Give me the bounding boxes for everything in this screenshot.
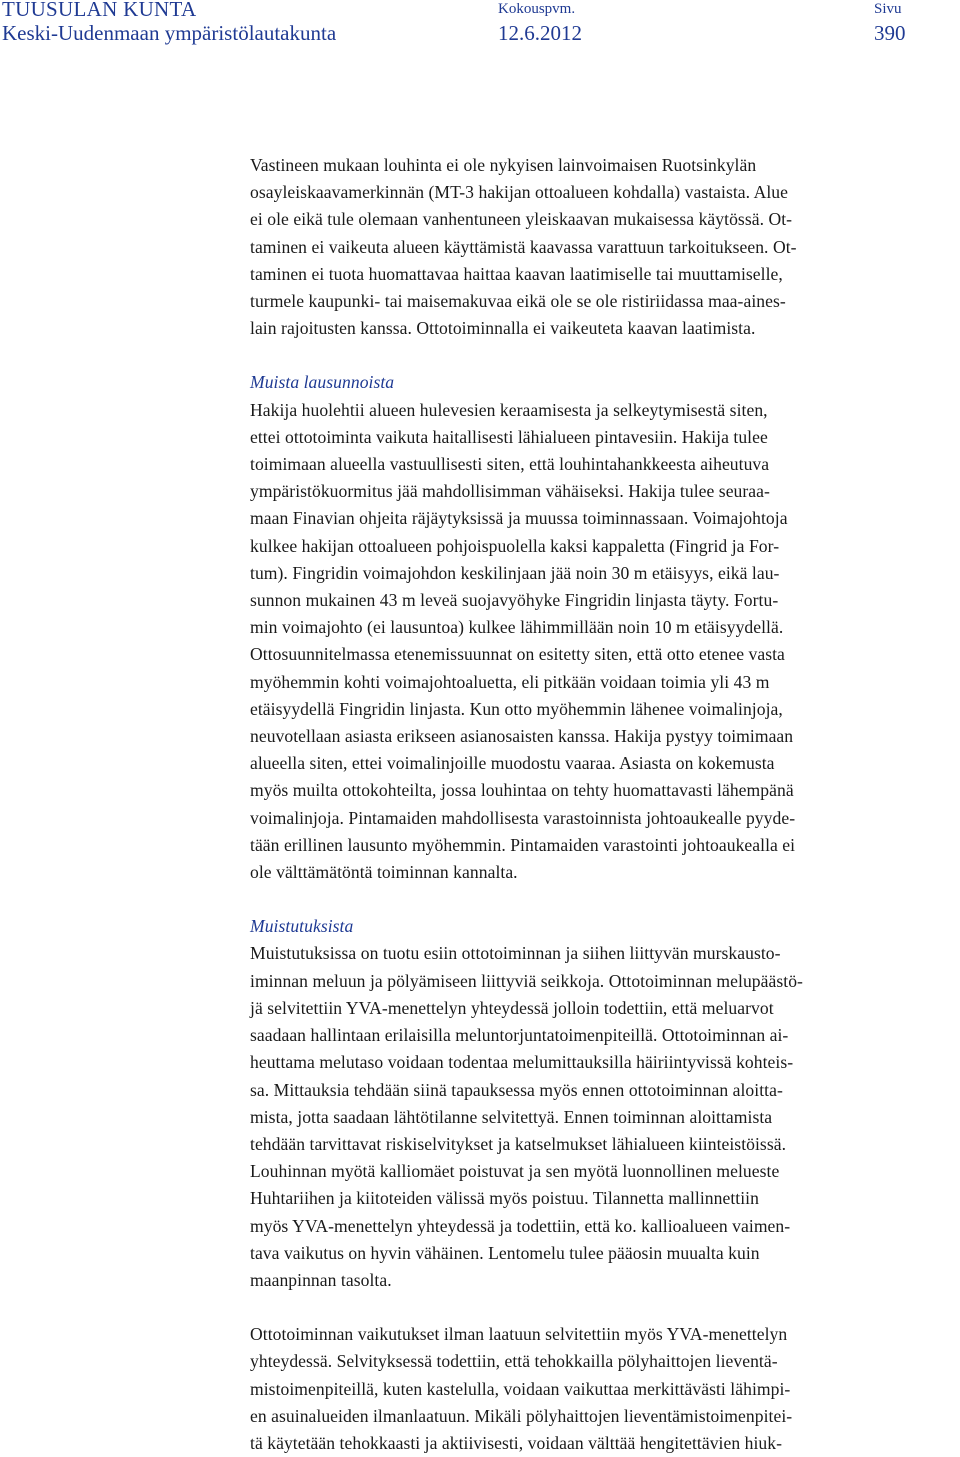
text-line: toimimaan alueella vastuullisesti siten, että louhintahankkeesta aiheutuva [250, 454, 770, 475]
text-line: tava vaikutus on hyvin vähäinen. Lentomelu tulee pääosin muualta kuin [250, 1242, 760, 1263]
text-line: ei ole eikä tule olemaan vanhentuneen yleiskaavan mukaisessa käytössä. Ot- [250, 209, 793, 230]
text-line: Muistutuksissa on tuotu esiin ottotoiminnan ja siihen liittyvän murskausto- [250, 943, 781, 964]
text-line: tum). Fingridin voimajohdon keskilinjaan jää noin 30 m etäisyys, eikä lau- [250, 562, 780, 583]
text-line: Vastineen mukaan louhinta ei ole nykyisen lainvoimaisen Ruotsinkylän [250, 155, 757, 175]
text-line: ympäristökuormitus jää mahdollisimman vähäiseksi. Hakija tulee seuraa- [250, 481, 770, 502]
text-line: tään erillinen lausunto myöhemmin. Pintamaiden varastointi johtoaukealla ei [250, 834, 796, 855]
text-line: Ottosuunnitelmassa etenemissuunnat on esitetty siten, että otto etenee vasta [250, 644, 785, 665]
text-line: maanpinnan tasolta. [250, 1269, 392, 1290]
organization-name: TUUSULAN KUNTA [2, 0, 197, 21]
text-line: lain rajoitusten kanssa. Ottotoiminnalla ei vaikeuteta kaavan laatimista. [250, 318, 756, 339]
body-paragraph [250, 369, 955, 886]
meeting-date-label: Kokouspvm. [498, 1, 576, 17]
text-line: tehdään tarvittavat riskiselvitykset ja katselmukset lähialueen kiinteistöissä. [250, 1133, 787, 1154]
text-line: kulkee hakijan ottoalueen pohjoispuolella kaksi kappaletta (Fingrid ja For- [250, 535, 780, 556]
body-paragraph [250, 913, 955, 1294]
page-number-label: Sivu [874, 1, 902, 17]
text-line: iminnan meluun ja pölyämiseen liittyviä seikkoja. Ottotoiminnan melupäästö- [250, 970, 803, 991]
section-heading: Muistutuksista [250, 916, 354, 937]
text-line: Louhinnan myötä kalliomäet poistuvat ja sen myötä luonnollinen melueste [250, 1161, 780, 1182]
text-line: voimalinjoja. Pintamaiden mahdollisesta varastoinnista johtoaukealle pyyde- [250, 807, 796, 828]
text-line: neuvotellaan asiasta erikseen asianosaisten kanssa. Hakija pystyy toimimaan [250, 726, 794, 747]
text-line: myös muilta ottokohteilta, jossa louhintaa on tehty huomattavasti lähempänä [250, 780, 794, 801]
text-line: turmele kaupunki- tai maisemakuvaa eikä ole se ole ristiriidassa maa-aines- [250, 291, 786, 312]
document-header [0, 0, 960, 50]
text-line: etäisyydellä Fingridin linjasta. Kun otto myöhemmin lähenee voimalinjoja, [250, 698, 783, 719]
body-paragraph [250, 1321, 955, 1457]
document-body [250, 152, 955, 1457]
text-line: tä käytetään tehokkaasti ja aktiivisesti, voidaan välttää hengitettävien hiuk- [250, 1432, 783, 1453]
section-heading: Muista lausunnoista [250, 372, 395, 393]
meeting-date: 12.6.2012 [498, 21, 582, 45]
department-name: Keski-Uudenmaan ympäristölautakunta [2, 21, 337, 45]
text-line: sunnon mukainen 43 m leveä suojavyöhyke Fingridin linjasta täyty. Fortu- [250, 590, 779, 611]
text-line: Ottotoiminnan vaikutukset ilman laatuun selvitettiin myös YVA-menettelyn [250, 1324, 788, 1345]
text-line: mistoimenpiteillä, kuten kastelulla, voidaan vaikuttaa merkittävästi lähimpi- [250, 1378, 791, 1399]
text-line: myös YVA-menettelyn yhteydessä ja todettiin, että ko. kallioalueen vaimen- [250, 1215, 791, 1236]
text-line: en asuinalueiden ilmanlaatuun. Mikäli pölyhaittojen lieventämistoimenpitei- [250, 1405, 793, 1426]
text-line: yhteydessä. Selvityksessä todettiin, että tehokkailla pölyhaittojen lieventä- [250, 1351, 778, 1372]
text-line: sa. Mittauksia tehdään siinä tapauksessa myös ennen ottotoiminnan aloitta- [250, 1079, 783, 1100]
text-line: myöhemmin kohti voimajohtoaluetta, eli pitkään voidaan toimia yli 43 m [250, 671, 770, 692]
text-line: maan Finavian ohjeita räjäytyksissä ja muussa toiminnassaan. Voimajohtoja [250, 508, 788, 529]
text-line: taminen ei tuota huomattavaa haittaa kaavan laatimiselle tai muuttamiselle, [250, 263, 783, 284]
text-line: ole välttämätöntä toiminnan kannalta. [250, 862, 518, 883]
text-line: Huhtariihen ja kiitoteiden välissä myös poistuu. Tilannetta mallinnettiin [250, 1188, 759, 1209]
text-line: Hakija huolehtii alueen hulevesien keraamisesta ja selkeytymisestä siten, [250, 399, 768, 420]
text-line: alueella siten, ettei voimalinjoille muodostu vaaraa. Asiasta on kokemusta [250, 753, 775, 774]
body-paragraph [250, 152, 955, 342]
text-line: mista, jotta saadaan lähtötilanne selvitettyä. Ennen toiminnan aloittamista [250, 1106, 773, 1127]
text-line: saadaan hallintaan erilaisilla meluntorjuntatoimenpiteillä. Ottotoiminnan ai- [250, 1025, 789, 1046]
text-line: min voimajohto (ei lausuntoa) kulkee lähimmillään noin 10 m etäisyydellä. [250, 617, 784, 638]
page-number: 390 [874, 21, 906, 45]
text-line: taminen ei vaikeuta alueen käyttämistä kaavassa varattuun tarkoitukseen. Ot- [250, 236, 797, 257]
text-line: osayleiskaavamerkinnän (MT-3 hakijan ottoalueen kohdalla) vastaista. Alue [250, 182, 788, 203]
text-line: heuttama melutaso voidaan todentaa melumittauksilla häiriintyvissä kohteis- [250, 1052, 794, 1073]
text-line: jä selvitettiin YVA-menettelyn yhteydessä jolloin todettiin, että meluarvot [250, 997, 774, 1018]
text-line: ettei ottotoiminta vaikuta haitallisesti lähialueen pintavesiin. Hakija tulee [250, 426, 768, 447]
